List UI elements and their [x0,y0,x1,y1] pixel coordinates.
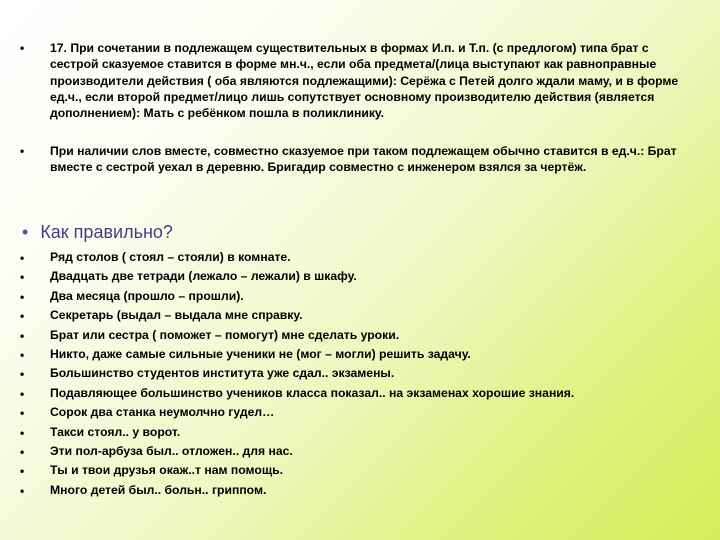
bullet-icon: • [20,347,25,362]
list-item [20,481,710,500]
bullet-icon: • [20,144,25,158]
example-text: Ряд столов ( стоял – стояли) в комнате. [50,250,291,264]
list-item [20,248,710,267]
example-text: Брат или сестра ( поможет – помогут) мне сделать уроки. [50,327,400,342]
examples-list [20,248,710,500]
list-item [20,384,710,403]
list-item [20,403,710,422]
bullet-icon: • [20,444,25,459]
list-item [20,364,710,383]
list-item [20,287,710,306]
rule-item-2 [20,143,690,176]
bullet-icon: • [22,222,29,242]
bullet-icon: • [20,41,25,55]
example-text: Большинство студентов института уже сдал.. экзамены. [50,366,395,381]
bullet-icon: • [20,483,25,498]
bullet-icon: • [20,367,25,382]
list-item [20,423,710,442]
bullet-icon: • [20,251,25,265]
list-item [20,345,710,364]
bullet-icon: • [20,386,25,401]
rule-text-2: При наличии слов вместе, совместно сказуемое при таком подлежащем обычно ставится в ед.ч.: Брат вместе с сестрой уехал в деревню. Бригадир совместно с инженером взялся за чертёж. [50,144,677,175]
example-text: Два месяца (прошло – прошли). [50,288,244,303]
list-item [20,306,710,325]
example-text: Секретарь (выдал – выдала мне справку. [50,308,303,323]
heading-text: Как правильно? [40,222,173,242]
example-text: Сорок два станка неумолчно гудел… [50,405,275,420]
bullet-icon: • [20,270,25,285]
list-item [20,267,710,286]
list-item [20,442,710,461]
example-text: Эти пол-арбуза был.. отложен.. для нас. [50,443,293,458]
bullet-icon: • [20,289,25,304]
list-item [20,461,710,480]
example-text: Никто, даже самые сильные ученики не (мог – могли) решить задачу. [50,346,471,361]
example-text: Подавляющее большинство учеников класса показал.. на экзаменах хорошие знания. [50,385,575,400]
example-text: Ты и твои друзья окаж..т нам помощь. [50,463,284,478]
example-text: Такси стоял.. у ворот. [50,424,181,439]
list-item [20,326,710,345]
bullet-icon: • [20,406,25,421]
bullet-icon: • [20,309,25,324]
section-heading [22,220,173,244]
rule-item-1 [20,40,690,121]
rule-text-1: 17. При сочетании в подлежащем существительных в формах И.п. и Т.п. (с предлогом) типа брат с сестрой сказуемое ставится в форме мн.ч., если оба предмета/(лица выступают как равноправные производители действия ( оба являются подлежащими): Серёжа с Петей долго ждали маму, и в форме ед.ч., если второй предмет/лицо лишь сопутствует основному производителю действия (является дополнением): Мать с ребёнком пошла в поликлинику. [50,41,679,121]
bullet-icon: • [20,425,25,440]
bullet-icon: • [20,328,25,343]
bullet-icon: • [20,464,25,479]
example-text: Много детей был.. больн.. гриппом. [50,482,267,497]
example-text: Двадцать две тетради (лежало – лежали) в шкафу. [50,269,357,284]
